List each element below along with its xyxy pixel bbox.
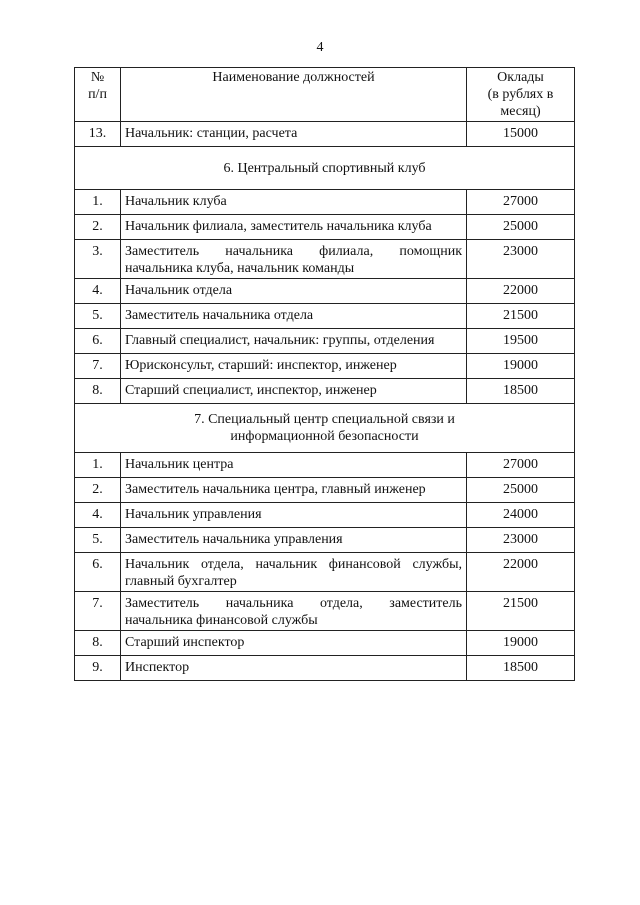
row-position: Заместитель начальника филиала, помощник начальника клуба, начальник команды: [121, 240, 467, 279]
row-num: 13.: [75, 122, 121, 147]
row-salary: 23000: [467, 528, 575, 553]
row-salary: 25000: [467, 215, 575, 240]
row-num: 6.: [75, 329, 121, 354]
row-salary: 19500: [467, 329, 575, 354]
row-num: 4.: [75, 503, 121, 528]
row-salary: 19000: [467, 354, 575, 379]
table-row: [75, 528, 575, 553]
row-position: Начальник отдела: [121, 279, 467, 304]
header-num-line1: №: [90, 70, 105, 85]
row-salary: 22000: [467, 279, 575, 304]
table-row: [75, 279, 575, 304]
section-title-line1: 7. Специальный центр специальной связи и: [194, 412, 455, 427]
row-num: 5.: [75, 304, 121, 329]
row-position: Заместитель начальника отдела: [121, 304, 467, 329]
row-num: 3.: [75, 240, 121, 279]
table-row: [75, 631, 575, 656]
row-num: 5.: [75, 528, 121, 553]
row-salary: 15000: [467, 122, 575, 147]
row-position: Старший инспектор: [121, 631, 467, 656]
row-salary: 25000: [467, 478, 575, 503]
table-row: [75, 503, 575, 528]
table-row: [75, 304, 575, 329]
row-salary: 23000: [467, 240, 575, 279]
row-salary: 18500: [467, 379, 575, 404]
header-num-line2: п/п: [88, 87, 107, 102]
table-row: [75, 656, 575, 681]
salary-table: [74, 67, 575, 681]
row-num: 4.: [75, 279, 121, 304]
header-num: [75, 68, 121, 122]
row-position: Инспектор: [121, 656, 467, 681]
row-position: Начальник центра: [121, 453, 467, 478]
header-name: Наименование должностей: [121, 68, 467, 122]
table-row: [75, 553, 575, 592]
row-num: 2.: [75, 478, 121, 503]
row-num: 6.: [75, 553, 121, 592]
header-salary-line1: Оклады: [497, 70, 544, 85]
row-position: Юрисконсульт, старший: инспектор, инженер: [121, 354, 467, 379]
row-num: 2.: [75, 215, 121, 240]
header-salary: [467, 68, 575, 122]
table-row: [75, 122, 575, 147]
table-row: [75, 190, 575, 215]
row-salary: 19000: [467, 631, 575, 656]
table-row: [75, 329, 575, 354]
table-row: [75, 478, 575, 503]
table-row: [75, 215, 575, 240]
table-row: [75, 592, 575, 631]
table-row: [75, 240, 575, 279]
row-salary: 21500: [467, 304, 575, 329]
row-position: Начальник отдела, начальник финансовой службы, главный бухгалтер: [121, 553, 467, 592]
page-number: 4: [316, 40, 324, 55]
row-salary: 21500: [467, 592, 575, 631]
row-num: 8.: [75, 379, 121, 404]
row-salary: 27000: [467, 453, 575, 478]
row-position: Начальник клуба: [121, 190, 467, 215]
row-num: 1.: [75, 453, 121, 478]
row-salary: 24000: [467, 503, 575, 528]
row-position: Заместитель начальника отдела, заместитель начальника финансовой службы: [121, 592, 467, 631]
row-num: 7.: [75, 592, 121, 631]
row-position: Начальник филиала, заместитель начальника клуба: [121, 215, 467, 240]
row-salary: 22000: [467, 553, 575, 592]
row-salary: 27000: [467, 190, 575, 215]
row-position: Главный специалист, начальник: группы, отделения: [121, 329, 467, 354]
row-num: 1.: [75, 190, 121, 215]
section-title: [75, 404, 575, 453]
row-position: Начальник управления: [121, 503, 467, 528]
row-position: Старший специалист, инспектор, инженер: [121, 379, 467, 404]
section-title-line2: информационной безопасности: [230, 429, 419, 444]
section-header: [75, 147, 575, 190]
table-row: [75, 354, 575, 379]
row-num: 9.: [75, 656, 121, 681]
row-position: Заместитель начальника центра, главный инженер: [121, 478, 467, 503]
row-salary: 18500: [467, 656, 575, 681]
header-salary-line2: (в рублях в месяц): [487, 87, 554, 119]
header-row: [75, 68, 575, 122]
section-header: [75, 404, 575, 453]
row-position: Начальник: станции, расчета: [121, 122, 467, 147]
table-row: [75, 379, 575, 404]
row-num: 7.: [75, 354, 121, 379]
table-row: [75, 453, 575, 478]
row-position: Заместитель начальника управления: [121, 528, 467, 553]
section-title: 6. Центральный спортивный клуб: [75, 147, 575, 190]
row-num: 8.: [75, 631, 121, 656]
